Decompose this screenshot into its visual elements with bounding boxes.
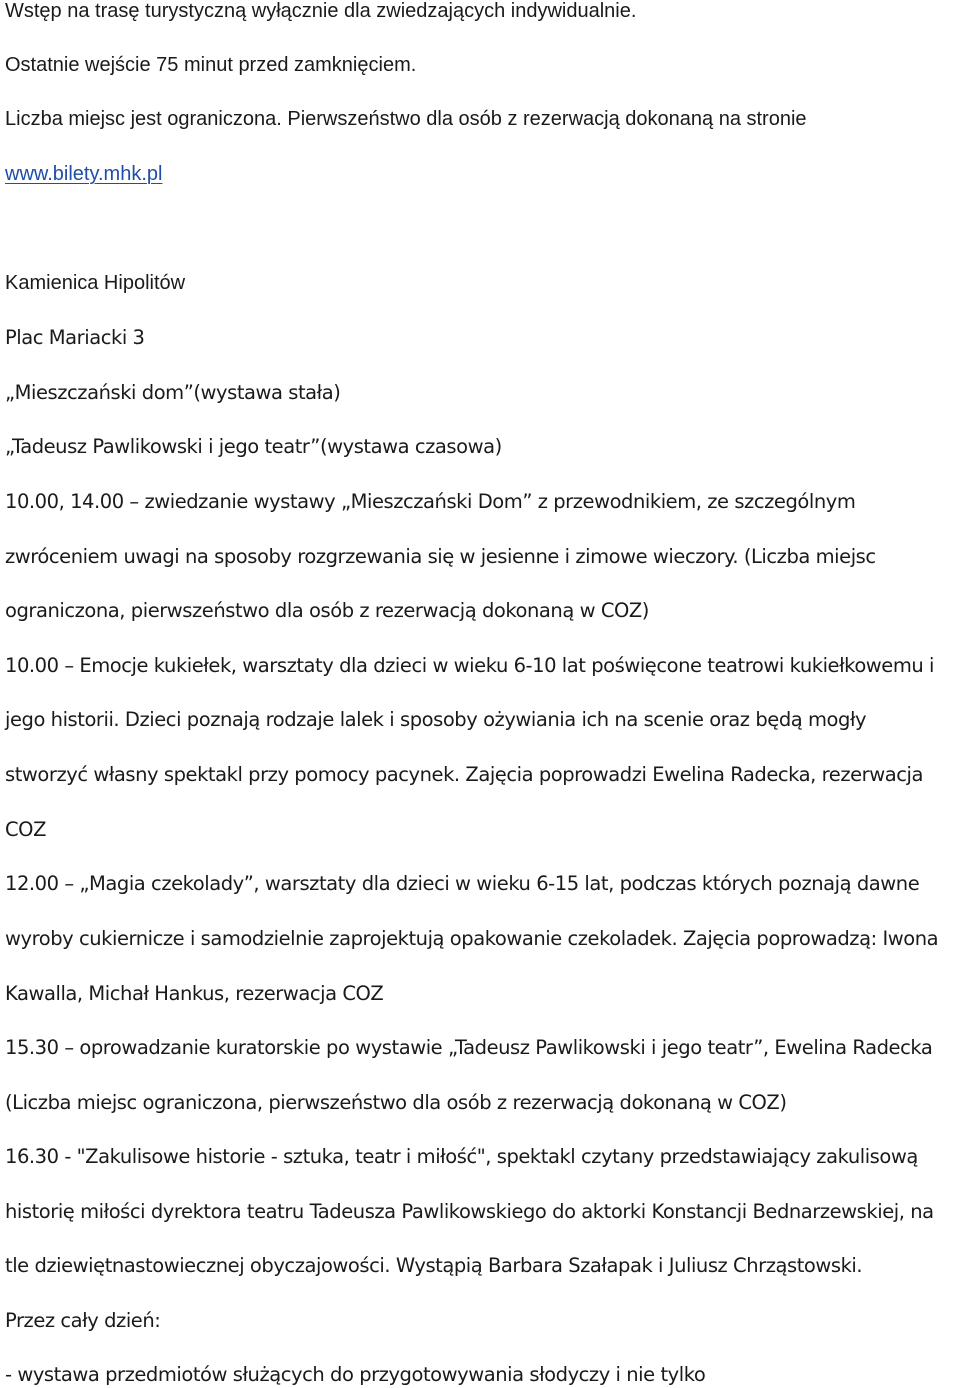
- text-line: historię miłości dyrektora teatru Tadeusza Pawlikowskiego do aktorki Konstancji Bednarzewskiej, na: [5, 1200, 934, 1223]
- exhibition-temporary: „Tadeusz Pawlikowski i jego teatr”(wystawa czasowa): [5, 435, 502, 458]
- list-item: - wystawa przedmiotów służących do przygotowywania słodyczy i nie tylko: [5, 1363, 706, 1386]
- text-line: COZ: [5, 818, 46, 841]
- exhibition-permanent: „Mieszczański dom”(wystawa stała): [5, 381, 341, 404]
- venue-name: Kamienica Hipolitów: [5, 272, 186, 294]
- text-line: 10.00 – Emocje kukiełek, warsztaty dla dzieci w wieku 6-10 lat poświęcone teatrowi kukiełkowemu i: [5, 654, 935, 677]
- text-line: 10.00, 14.00 – zwiedzanie wystawy „Mieszczański Dom” z przewodnikiem, ze szczególnym: [5, 490, 856, 513]
- text-line: (Liczba miejsc ograniczona, pierwszeństwo dla osób z rezerwacją dokonaną w COZ): [5, 1091, 787, 1114]
- text-line: Liczba miejsc jest ograniczona. Pierwszeństwo dla osób z rezerwacją dokonaną na stronie: [5, 108, 807, 130]
- text-line: 12.00 – „Magia czekolady”, warsztaty dla dzieci w wieku 6-15 lat, podczas których poznają dawne: [5, 872, 920, 895]
- text-line: stworzyć własny spektakl przy pomocy pacynek. Zajęcia poprowadzi Ewelina Radecka, rezerwacja: [5, 763, 923, 786]
- venue-address: Plac Mariacki 3: [5, 326, 145, 349]
- text-line: wyroby cukiernicze i samodzielnie zaprojektują opakowanie czekoladek. Zajęcia poprowadzą: Iwona: [5, 927, 939, 950]
- tickets-link[interactable]: www.bilety.mhk.pl: [5, 163, 163, 185]
- text-line: jego historii. Dzieci poznają rodzaje lalek i sposoby ożywiania ich na scenie oraz będą mogły: [5, 708, 867, 731]
- text-line: zwróceniem uwagi na sposoby rozgrzewania się w jesienne i zimowe wieczory. (Liczba miejsc: [5, 545, 876, 568]
- tickets-link-line: [5, 161, 162, 187]
- text-line: Wstęp na trasę turystyczną wyłącznie dla zwiedzających indywidualnie.: [5, 0, 637, 22]
- text-line: 16.30 - "Zakulisowe historie - sztuka, teatr i miłość", spektakl czytany przedstawiający zakulisową: [5, 1145, 918, 1168]
- text-line: tle dziewiętnastowiecznej obyczajowości. Wystąpią Barbara Szałapak i Juliusz Chrząstowski.: [5, 1254, 863, 1277]
- text-line: 15.30 – oprowadzanie kuratorskie po wystawie „Tadeusz Pawlikowski i jego teatr”, Ewelina Radecka: [5, 1036, 933, 1059]
- section-heading: Przez cały dzień:: [5, 1309, 161, 1332]
- text-line: ograniczona, pierwszeństwo dla osób z rezerwacją dokonaną w COZ): [5, 599, 649, 622]
- text-line: Ostatnie wejście 75 minut przed zamknięciem.: [5, 54, 417, 76]
- text-line: Kawalla, Michał Hankus, rezerwacja COZ: [5, 982, 384, 1005]
